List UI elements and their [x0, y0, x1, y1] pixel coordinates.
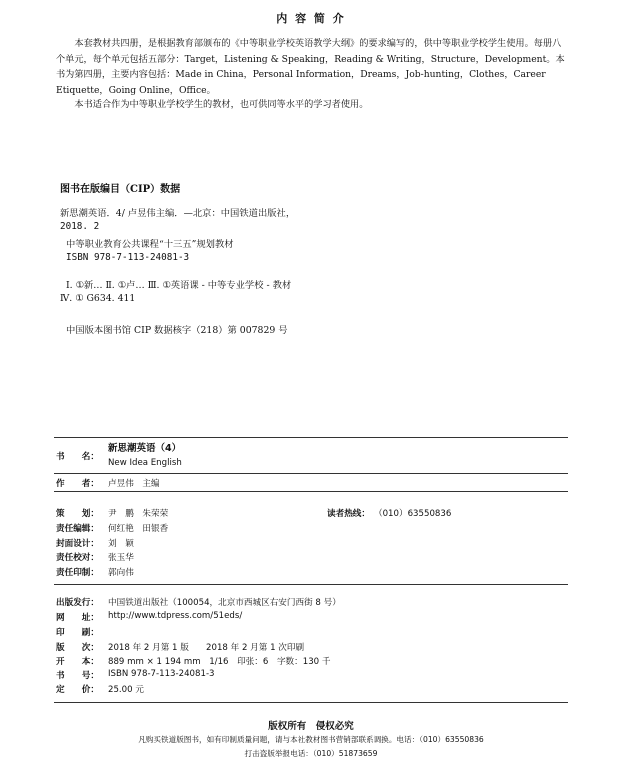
cip-line-7: 中国版本图书馆 CIP 数据核字（218）第 007829 号 — [66, 325, 288, 336]
publisher-label: 出版发行： — [56, 598, 99, 608]
edition-value: 2018 年 2 月第 1 版 2018 年 2 月第 1 次印刷 — [108, 643, 305, 653]
cip-line-2: 2018. 2 — [60, 221, 100, 232]
cip-line-6: Ⅳ. ① G634. 411 — [60, 293, 136, 304]
cip-line-5: Ⅰ. ①新… Ⅱ. ①卢… Ⅲ. ①英语课 - 中等专业学校 - 教材 — [66, 280, 292, 291]
quality-notice: 凡购买铁道版图书，如有印制质量问题，请与本社教材图书营销部联系调换。电话：（010）63550836 — [138, 735, 484, 744]
edition-label: 版 次： — [56, 643, 99, 653]
divider-bottom — [54, 702, 568, 703]
cip-heading: 图书在版编目（CIP）数据 — [60, 184, 181, 195]
planner-label: 策 划： — [56, 509, 99, 519]
hotline-label: 读者热线： — [327, 509, 370, 519]
print-manager-value: 郭向伟 — [108, 568, 134, 578]
planner-value: 尹 鹏 朱荣荣 — [108, 509, 169, 519]
cip-line-1: 新思潮英语．4/ 卢昱伟主编．—北京：中国铁道出版社， — [60, 208, 296, 219]
price-value: 25.00 元 — [108, 685, 144, 695]
proofreader-label: 责任校对： — [56, 553, 99, 563]
intro-title: 内 容 简 介 — [276, 12, 346, 25]
title-label: 书 名： — [56, 452, 99, 462]
format-value: 889 mm × 1 194 mm 1/16 印张：6 字数：130 千 — [108, 657, 331, 667]
intro-paragraph-2: 本书适合作为中等职业学校学生的教材，也可供同等水平的学习者使用。 — [74, 99, 369, 110]
author-value: 卢昱伟 主编 — [108, 479, 160, 489]
divider-author — [54, 491, 568, 492]
cover-design-label: 封面设计： — [56, 539, 99, 549]
hotline-value: （010）63550836 — [374, 509, 452, 519]
website-label: 网 址： — [56, 613, 99, 623]
cover-design-value: 刘 颖 — [108, 539, 134, 549]
book-title-cn: 新思潮英语（4） — [108, 443, 182, 454]
print-manager-label: 责任印制： — [56, 568, 99, 578]
proofreader-value: 张玉华 — [108, 553, 134, 563]
author-label: 作 者： — [56, 479, 99, 489]
cip-line-4: ISBN 978-7-113-24081-3 — [66, 252, 190, 263]
divider-title — [54, 473, 568, 474]
divider-top — [54, 437, 568, 438]
divider-staff — [54, 584, 568, 585]
copyright-notice: 版权所有 侵权必究 — [268, 721, 354, 732]
publisher-value: 中国铁道出版社（100054，北京市西城区右安门西街 8 号） — [108, 598, 341, 608]
isbn-label: 书 号： — [56, 671, 99, 681]
format-label: 开 本： — [56, 657, 99, 667]
editor-value: 何红艳 田银香 — [108, 524, 169, 534]
price-label: 定 价： — [56, 685, 99, 695]
isbn-value: ISBN 978-7-113-24081-3 — [108, 669, 215, 679]
cip-line-3: 中等职业教育公共课程“十三五”规划教材 — [66, 239, 234, 250]
editor-label: 责任编辑： — [56, 524, 99, 534]
intro-paragraph-1: 本套教材共四册，是根据教育部颁布的《中等职业学校英语教学大纲》的要求编写的，供中等职业学校学生使用。每册八个单元，每个单元包括五部分：Target，Listening & Speaking，Reading & Writing，Structure，Development。本书为第四册，主要内容包括：Made in China，Personal Information，Dreams，Job-hunting，Clothes，Career Etiquette，Going Online，Office。 — [56, 38, 565, 96]
website-value: http://www.tdpress.com/51eds/ — [108, 611, 243, 621]
printer-label: 印 刷： — [56, 628, 99, 638]
book-title-en: New Idea English — [108, 458, 182, 468]
anti-piracy-hotline: 打击盗版举报电话：（010）51873659 — [244, 749, 378, 758]
